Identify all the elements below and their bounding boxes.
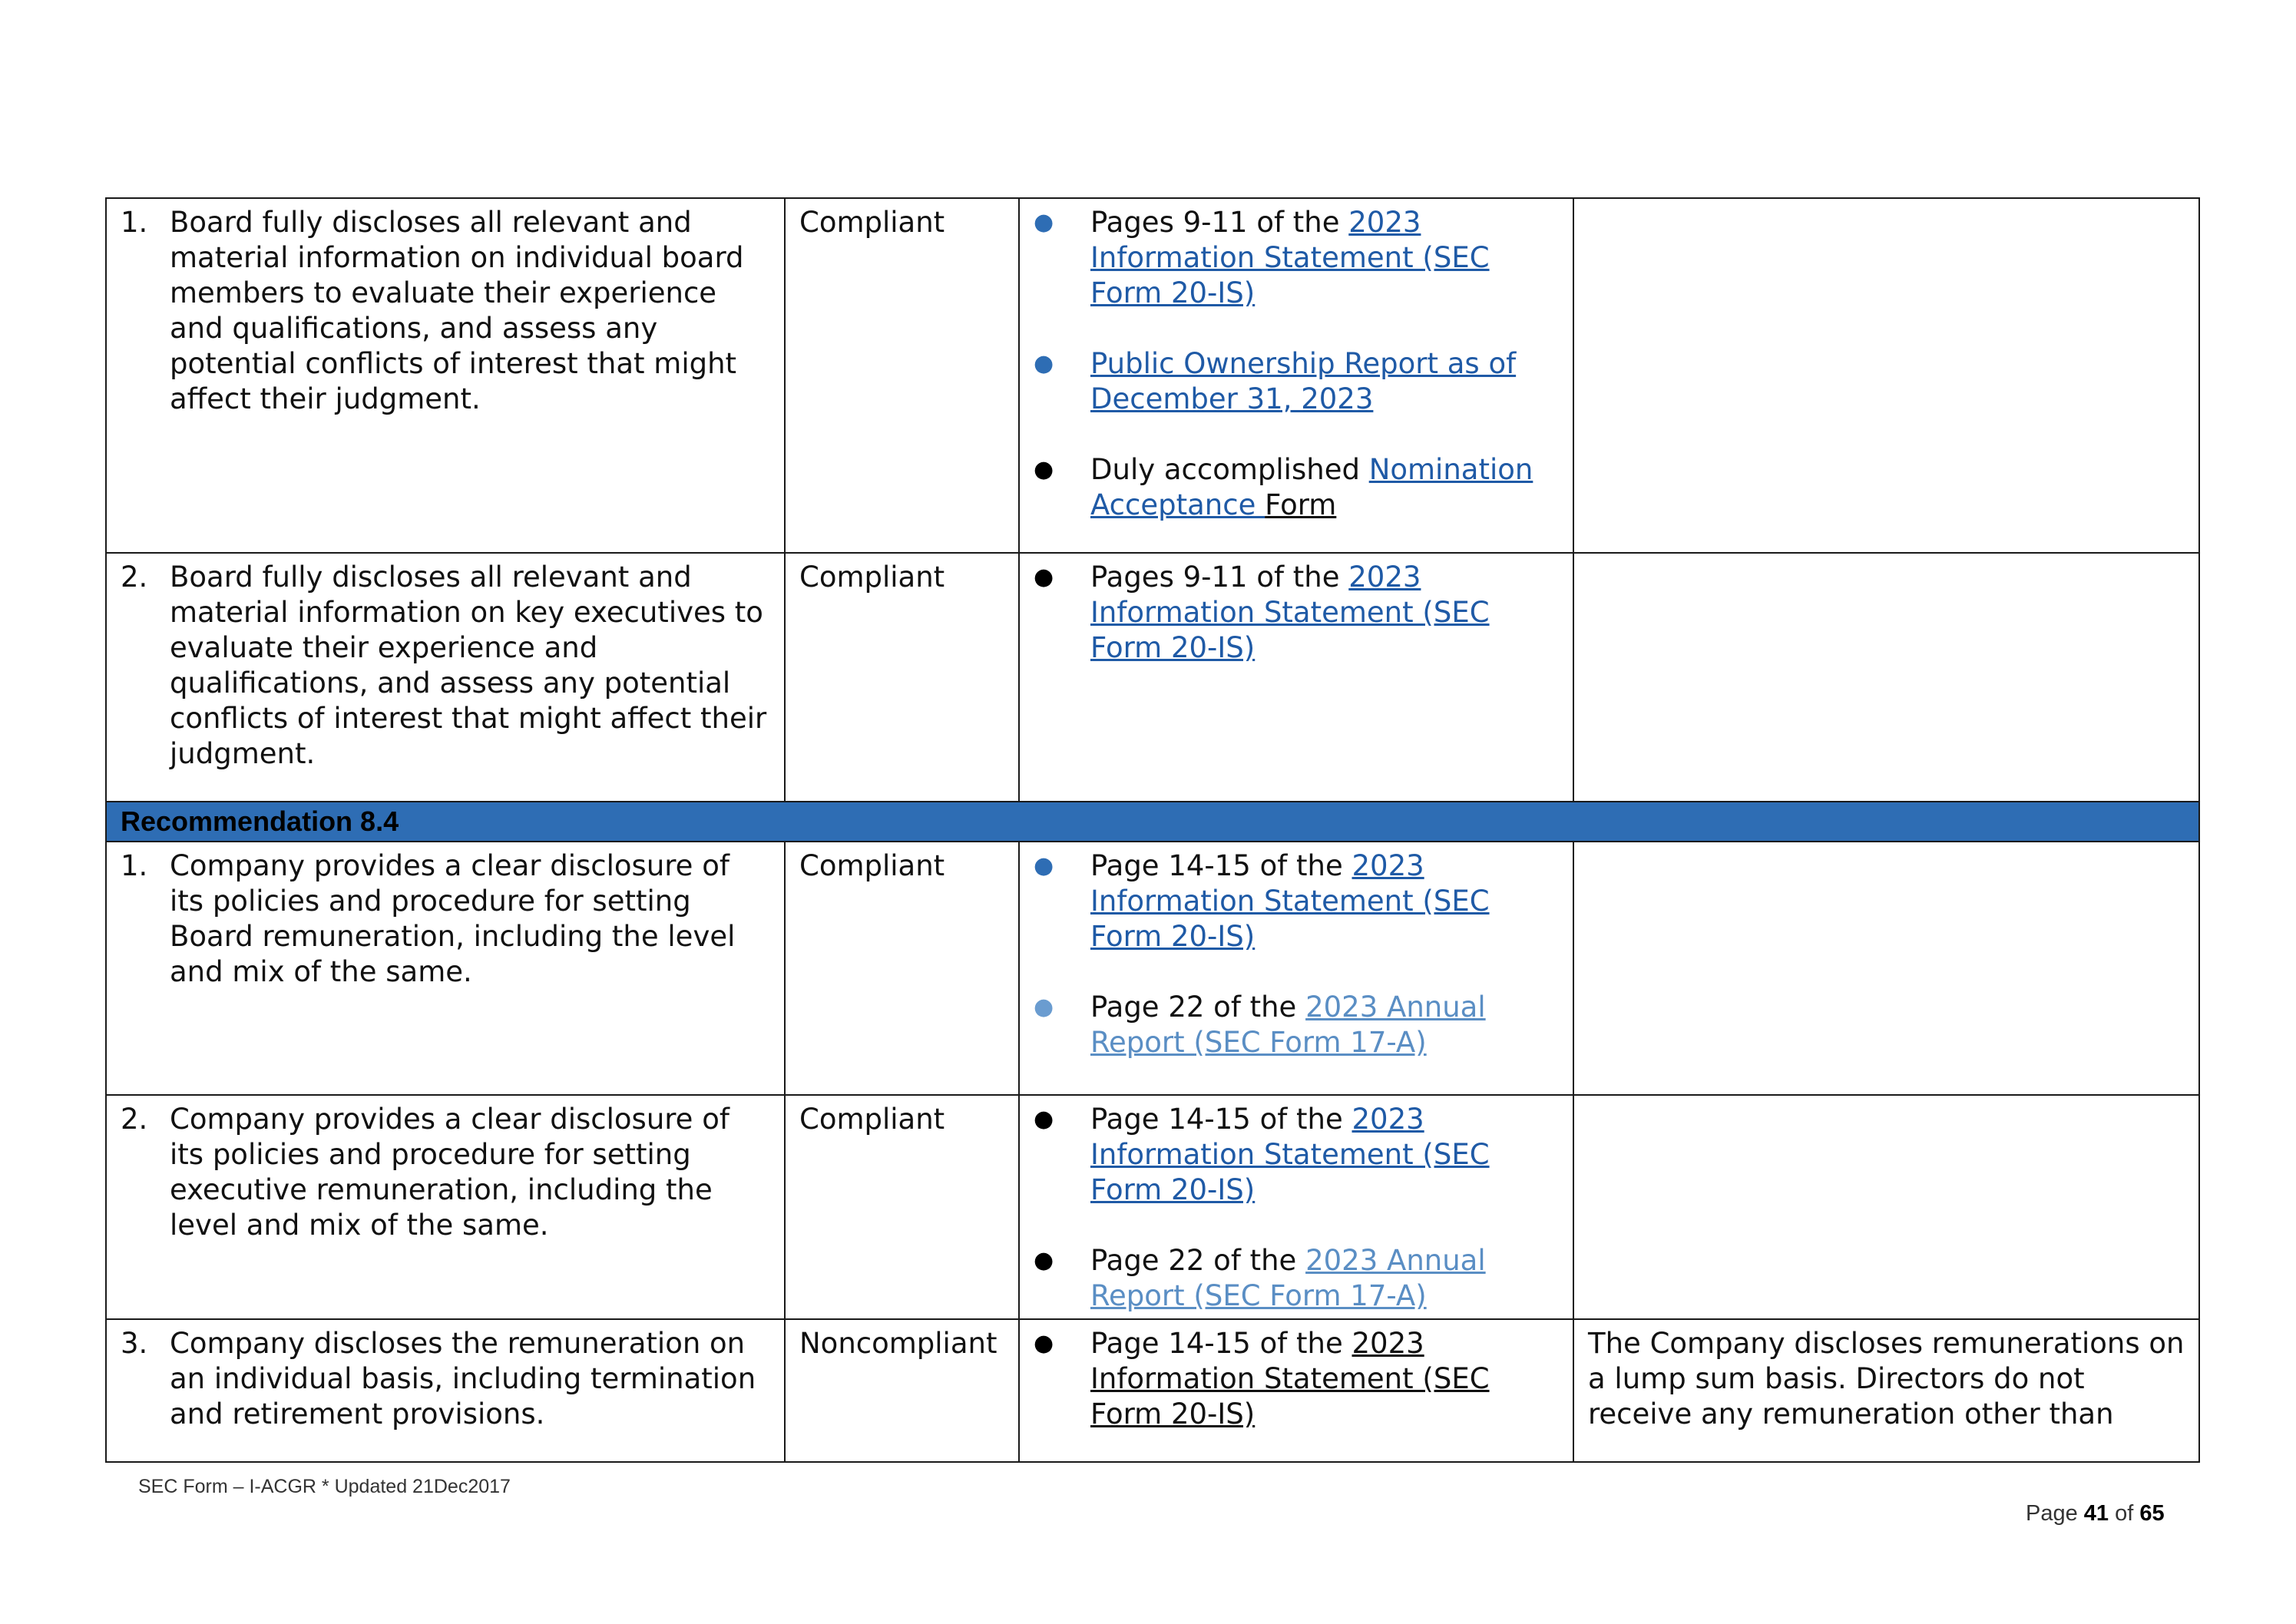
references-cell	[1019, 198, 1573, 553]
item-number: 1.	[121, 206, 148, 239]
table-row	[106, 198, 2199, 553]
information-statement-link[interactable]: 2023 Information Statement (SEC Form 20-IS)	[1090, 206, 1490, 309]
recommendation-cell	[106, 198, 785, 553]
references-cell	[1019, 553, 1573, 802]
references-cell	[1019, 1319, 1573, 1462]
information-statement-link[interactable]: 2023 Information Statement (SEC Form 20-IS)	[1090, 849, 1490, 953]
list-item	[1034, 848, 1559, 954]
item-text: Company provides a clear disclosure of its policies and procedure for setting Board remuneration, including the level and mix of the same.	[170, 849, 736, 988]
ref-text: Page 22 of the	[1090, 1244, 1306, 1277]
remarks-cell	[1573, 842, 2199, 1095]
compliance-table	[105, 197, 2200, 1463]
annual-report-link[interactable]: 2023 Annual Report (SEC Form 17-A)	[1090, 1244, 1486, 1312]
list-item	[1034, 1102, 1559, 1208]
information-statement-link[interactable]: 2023 Information Statement (SEC Form 20-IS)	[1090, 1327, 1490, 1431]
status-cell	[785, 1095, 1019, 1319]
ref-text: Pages 9-11 of the	[1090, 206, 1349, 239]
remarks-cell: The Company discloses remunerations on a lump sum basis. Directors do not receive any remuneration other than	[1573, 1319, 2199, 1462]
list-item	[1034, 1243, 1559, 1314]
remarks-cell	[1573, 1095, 2199, 1319]
item-number: 1.	[121, 849, 148, 882]
compliance-status: Compliant	[799, 561, 945, 594]
item-text: Board fully discloses all relevant and material information on individual board members to evaluate their experience and qualifications, and assess any potential conflicts of interest that might affect their judgment.	[170, 206, 744, 415]
bullet-icon: ●	[1034, 456, 1054, 483]
ref-text: Duly accomplished	[1090, 453, 1369, 486]
item-number: 2.	[121, 1103, 148, 1136]
ref-text: Page 14-15 of the	[1090, 849, 1352, 882]
compliance-status: Compliant	[799, 1103, 945, 1136]
list-item	[1034, 452, 1559, 523]
recommendation-title: Recommendation 8.4	[106, 802, 2199, 842]
recommendation-header-row	[106, 802, 2199, 842]
item-number: 3.	[121, 1327, 148, 1360]
bullet-icon: ●	[1034, 1330, 1054, 1357]
bullet-icon: ●	[1034, 350, 1054, 377]
list-item	[1034, 205, 1559, 311]
table-row	[106, 1319, 2199, 1462]
status-cell	[785, 198, 1019, 553]
table-row	[106, 553, 2199, 802]
recommendation-cell	[106, 842, 785, 1095]
table-row	[106, 842, 2199, 1095]
references-cell	[1019, 842, 1573, 1095]
status-cell	[785, 553, 1019, 802]
bullet-icon: ●	[1034, 1106, 1054, 1133]
table-row	[106, 1095, 2199, 1319]
recommendation-cell	[106, 1095, 785, 1319]
ref-text: Pages 9-11 of the	[1090, 561, 1349, 594]
remarks-cell	[1573, 553, 2199, 802]
list-item	[1034, 560, 1559, 666]
recommendation-cell	[106, 553, 785, 802]
bullet-icon: ●	[1034, 564, 1054, 590]
information-statement-link[interactable]: 2023 Information Statement (SEC Form 20-IS)	[1090, 1103, 1490, 1206]
status-cell	[785, 842, 1019, 1095]
compliance-status: Noncompliant	[799, 1327, 997, 1360]
form-footer: SEC Form – I-ACGR * Updated 21Dec2017	[138, 1476, 511, 1497]
item-text: Company provides a clear disclosure of its policies and procedure for setting executive remuneration, including the level and mix of the same.	[170, 1103, 729, 1242]
compliance-status: Compliant	[799, 206, 945, 239]
annual-report-link[interactable]: 2023 Annual Report (SEC Form 17-A)	[1090, 991, 1486, 1059]
references-cell	[1019, 1095, 1573, 1319]
remarks-cell	[1573, 198, 2199, 553]
information-statement-link[interactable]: 2023 Information Statement (SEC Form 20-IS)	[1090, 561, 1490, 664]
item-text: Board fully discloses all relevant and material information on key executives to evaluate their experience and qualifications, and assess any potential conflicts of interest that might affect their judgment.	[170, 561, 767, 770]
item-text: Company discloses the remuneration on an individual basis, including termination and retirement provisions.	[170, 1327, 756, 1431]
bullet-icon: ●	[1034, 994, 1054, 1020]
ref-text: Page 22 of the	[1090, 991, 1306, 1024]
bullet-icon: ●	[1034, 209, 1054, 236]
ref-text: Page 14-15 of the	[1090, 1327, 1352, 1360]
compliance-status: Compliant	[799, 849, 945, 882]
list-item	[1034, 346, 1559, 417]
status-cell	[785, 1319, 1019, 1462]
item-number: 2.	[121, 561, 148, 594]
page-number: Page 41 of 65	[2026, 1501, 2165, 1526]
list-item	[1034, 990, 1559, 1060]
ref-text: Page 14-15 of the	[1090, 1103, 1352, 1136]
nomination-form-link[interactable]: Form	[1265, 488, 1337, 521]
list-item	[1034, 1326, 1559, 1432]
bullet-icon: ●	[1034, 852, 1054, 879]
nomination-acceptance-link[interactable]: Nomination Acceptance	[1090, 453, 1533, 521]
public-ownership-report-link[interactable]: Public Ownership Report as of December 31, 2023	[1090, 347, 1517, 415]
bullet-icon: ●	[1034, 1247, 1054, 1274]
recommendation-cell	[106, 1319, 785, 1462]
